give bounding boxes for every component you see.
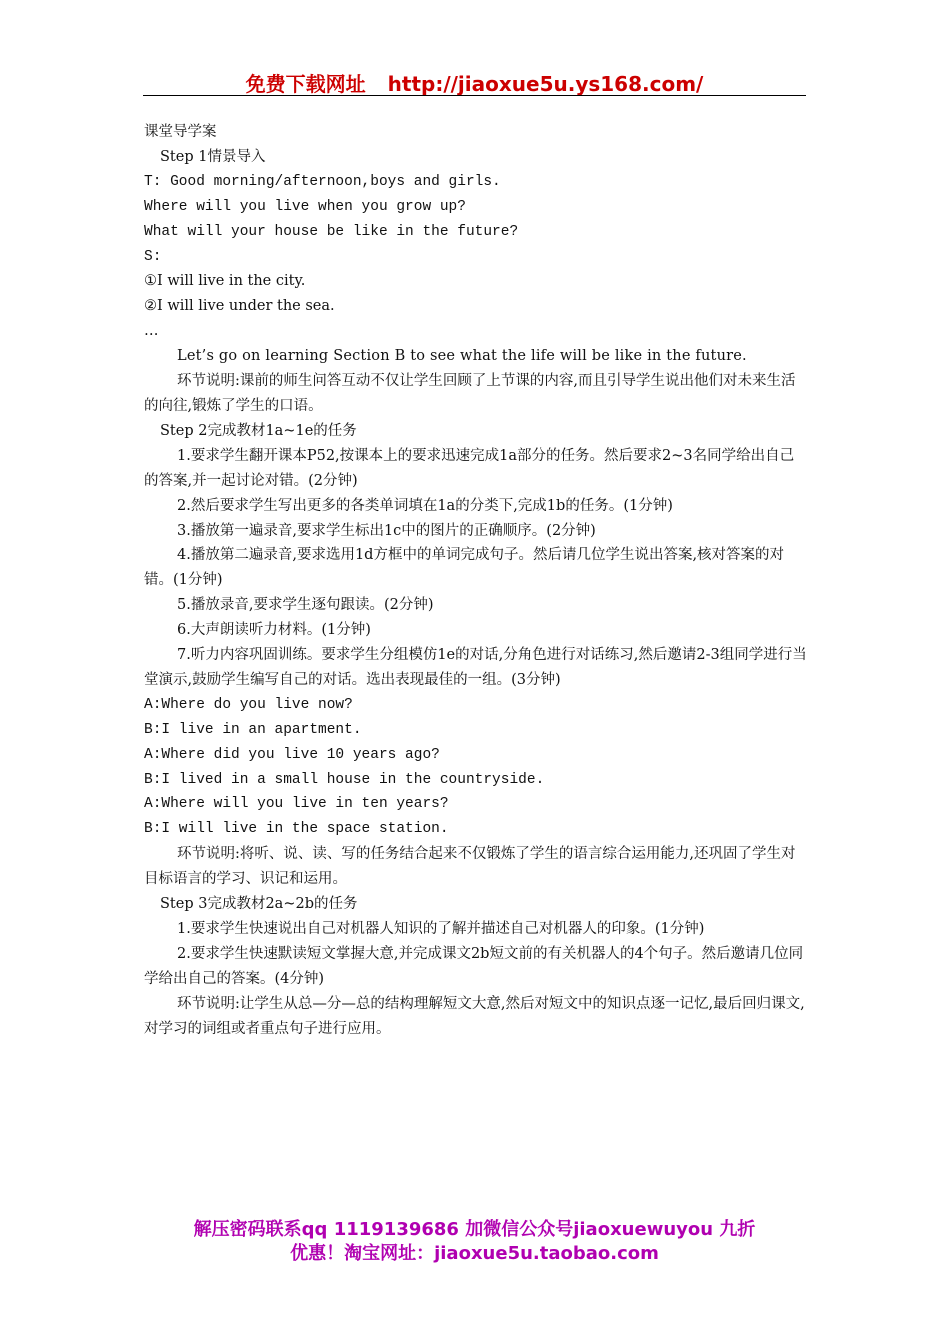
step1-line: S:: [144, 248, 162, 265]
header-label: 免费下载网址: [245, 72, 366, 96]
page-footer: [143, 1218, 806, 1266]
dialogue-line: B:I will live in the space station.: [144, 821, 449, 838]
dialogue-line: B:I live in an apartment.: [144, 721, 362, 738]
step3-item: 2.要求学生快速默读短文掌握大意,并完成课文2b短文前的有关机器人的4个句子。然后邀请几位同学给出自己的答案。(4分钟): [144, 945, 804, 987]
step2-item: 1.要求学生翻开课本P52,按课本上的要求迅速完成1a部分的任务。然后要求2~3名同学给出自己的答案,并一起讨论对错。(2分钟): [144, 447, 795, 489]
step2-note: 环节说明:将听、说、读、写的任务结合起来不仅锻炼了学生的语言综合运用能力,还巩固了学生对目标语言的学习、识记和运用。: [144, 846, 796, 888]
step1-note: 环节说明:课前的师生问答互动不仅让学生回顾了上节课的内容,而且引导学生说出他们对未来生活的向往,锻炼了学生的口语。: [144, 373, 796, 414]
step2-heading: Step 2完成教材1a~1e的任务: [160, 422, 357, 439]
header-divider: [143, 95, 806, 96]
step1-line: Where will you live when you grow up?: [144, 198, 466, 215]
step2-item: 3.播放第一遍录音,要求学生标出1c中的图片的正确顺序。(2分钟): [177, 522, 596, 539]
step2-item: 2.然后要求学生写出更多的各类单词填在1a的分类下,完成1b的任务。(1分钟): [177, 497, 673, 514]
footer-line: 解压密码联系qq 1119139686 加微信公众号jiaoxuewuyou 九折: [193, 1219, 756, 1240]
step3-note: 环节说明:让学生从总—分—总的结构理解短文大意,然后对短文中的知识点逐一记忆,最后回归课文,对学习的词组或者重点句子进行应用。: [144, 995, 805, 1037]
step1-line: What will your house be like in the future?: [144, 223, 519, 240]
step1-line: T: Good morning/afternoon,boys and girls.: [144, 173, 501, 190]
step3-item: 1.要求学生快速说出自己对机器人知识的了解并描述自己对机器人的印象。(1分钟): [177, 921, 705, 937]
footer-line: 优惠！淘宝网址：jiaoxue5u.taobao.com: [290, 1243, 659, 1264]
step1-line: ①I will live in the city.: [144, 273, 306, 290]
step1-heading: Step 1情景导入: [160, 148, 266, 165]
dialogue-line: B:I lived in a small house in the countryside.: [144, 771, 545, 788]
step1-transition: Let’s go on learning Section B to see what the life will be like in the future.: [177, 348, 747, 365]
page-header: [143, 68, 806, 97]
dialogue-line: A:Where do you live now?: [144, 696, 353, 713]
step2-item: 4.播放第二遍录音,要求选用1d方框中的单词完成句子。然后请几位学生说出答案,核对答案的对错。(1分钟): [144, 547, 785, 589]
step1-line: …: [144, 323, 159, 340]
step1-line: ②I will live under the sea.: [144, 298, 335, 315]
header-url-link[interactable]: http://jiaoxue5u.ys168.com/: [387, 72, 704, 96]
document-title: 课堂导学案: [144, 124, 217, 140]
step2-item: 5.播放录音,要求学生逐句跟读。(2分钟): [177, 597, 434, 614]
step3-heading: Step 3完成教材2a~2b的任务: [160, 896, 358, 913]
step2-item: 6.大声朗读听力材料。(1分钟): [177, 622, 371, 639]
dialogue-line: A:Where will you live in ten years?: [144, 796, 449, 813]
document-body: [144, 120, 808, 1042]
dialogue-line: A:Where did you live 10 years ago?: [144, 746, 440, 763]
step2-item: 7.听力内容巩固训练。要求学生分组模仿1e的对话,分角色进行对话练习,然后邀请2-3组同学进行当堂演示,鼓励学生编写自己的对话。选出表现最佳的一组。(3分钟): [144, 647, 807, 688]
